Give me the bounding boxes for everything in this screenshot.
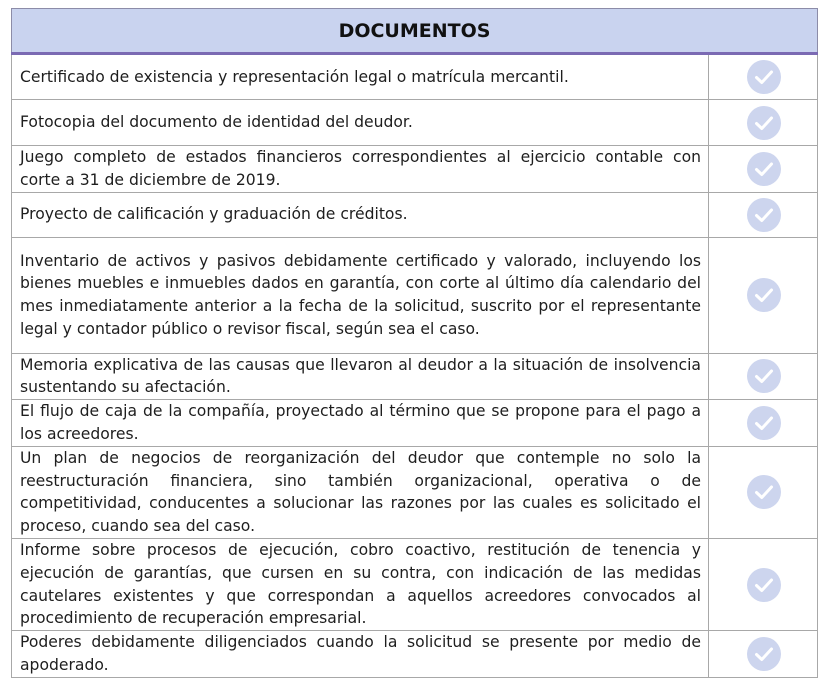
check-circle-icon [747,637,781,671]
table-row [12,237,818,353]
table-row [12,400,818,447]
table-row [12,538,818,630]
table-row [12,146,818,193]
document-item-text: El flujo de caja de la compañía, proyectado al término que se propone para el pago a los acreedores. [20,402,701,443]
document-item-text: Informe sobre procesos de ejecución, cobro coactivo, restitución de tenencia y ejecución de garantías, que cursen en su contra, con indicación de las medidas cautelares existentes y que correspondan a aquellos acreedores convocados al procedimiento de recuperación empresarial. [20,540,701,628]
table-row [12,631,818,678]
document-item-text: Un plan de negocios de reorganización del deudor que contemple no solo la reestructuración financiera, sino también organizacional, operativa o de competitividad, conducentes a solucionar las razones por las cuales es solicitado el proceso, cuando sea del caso. [20,448,701,536]
check-circle-icon [747,359,781,393]
check-circle-icon [747,152,781,186]
document-item-text: Inventario de activos y pasivos debidamente certificado y valorado, incluyendo los bienes muebles e inmuebles dados en garantía, con corte al último día calendario del mes inmediatamente anterior a la fecha de la solicitud, suscrito por el representante legal y contador público o revisor fiscal, según sea el caso. [20,251,701,338]
check-circle-icon [747,568,781,602]
table-row [12,192,818,237]
document-item-text: Memoria explicativa de las causas que llevaron al deudor a la situación de insolvencia sustentando su afectación. [20,355,701,397]
table-row [12,54,818,100]
documents-table [11,8,818,678]
table-row [12,353,818,400]
document-item-text: Proyecto de calificación y graduación de créditos. [20,205,408,224]
check-circle-icon [747,278,781,312]
check-circle-icon [747,475,781,509]
check-circle-icon [747,60,781,94]
document-item-text: Certificado de existencia y representación legal o matrícula mercantil. [20,67,569,86]
table-row [12,446,818,538]
check-circle-icon [747,198,781,232]
check-circle-icon [747,406,781,440]
document-item-text: Fotocopia del documento de identidad del deudor. [20,113,413,132]
header-row [12,9,818,54]
document-item-text: Juego completo de estados financieros correspondientes al ejercicio contable con corte a 31 de diciembre de 2019. [20,148,701,189]
table-row [12,100,818,146]
document-item-text: Poderes debidamente diligenciados cuando la solicitud se presente por medio de apoderado. [20,633,701,674]
check-circle-icon [747,106,781,140]
table-title: DOCUMENTOS [12,9,818,54]
